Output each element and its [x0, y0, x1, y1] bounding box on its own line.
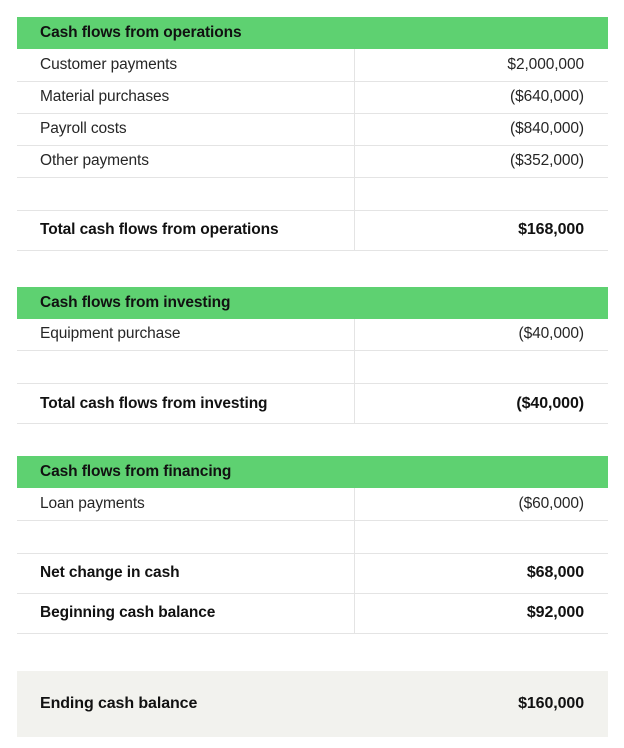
table-row	[17, 81, 608, 113]
total-label: Total cash flows from investing	[17, 384, 354, 424]
ending-balance-label: Ending cash balance	[40, 694, 198, 712]
section-header-financing	[17, 456, 608, 488]
total-row	[17, 210, 608, 250]
table-row	[17, 488, 608, 520]
section-title: Cash flows from operations	[40, 24, 242, 42]
row-value: ($840,000)	[354, 113, 608, 145]
total-label: Total cash flows from operations	[17, 210, 354, 250]
spacer-value	[354, 177, 608, 210]
total-row	[17, 593, 608, 633]
row-label: Customer payments	[17, 49, 354, 81]
table-row	[17, 319, 608, 351]
section-header-investing	[17, 287, 608, 319]
section-divider-spacer	[17, 424, 608, 456]
table-row	[17, 113, 608, 145]
ending-cash-balance-band	[17, 671, 608, 737]
table-row	[17, 49, 608, 81]
total-row	[17, 384, 608, 424]
row-value: ($60,000)	[354, 488, 608, 520]
section-operations	[17, 17, 608, 251]
section-title: Cash flows from investing	[40, 293, 231, 311]
spacer-label	[17, 177, 354, 210]
row-value: ($640,000)	[354, 81, 608, 113]
section-title: Cash flows from financing	[40, 463, 232, 481]
total-label: Net change in cash	[17, 553, 354, 593]
total-row	[17, 553, 608, 593]
spacer-label	[17, 520, 354, 553]
spacer-label	[17, 351, 354, 384]
spacer-row	[17, 177, 608, 210]
spacer-value	[354, 351, 608, 384]
section-header-operations	[17, 17, 608, 49]
total-value: ($40,000)	[354, 384, 608, 424]
table-row	[17, 145, 608, 177]
total-value: $168,000	[354, 210, 608, 250]
row-label: Material purchases	[17, 81, 354, 113]
section-investing	[17, 287, 608, 425]
total-value: $92,000	[354, 593, 608, 633]
section-divider-spacer	[17, 251, 608, 287]
row-label: Loan payments	[17, 488, 354, 520]
section-rows-operations	[17, 49, 608, 251]
row-value: ($352,000)	[354, 145, 608, 177]
total-label: Beginning cash balance	[17, 593, 354, 633]
section-rows-financing	[17, 488, 608, 634]
row-label: Equipment purchase	[17, 319, 354, 351]
section-rows-investing	[17, 319, 608, 425]
section-financing	[17, 456, 608, 634]
footer-spacer	[17, 634, 608, 671]
spacer-value	[354, 520, 608, 553]
total-value: $68,000	[354, 553, 608, 593]
row-label: Other payments	[17, 145, 354, 177]
ending-balance-value: $160,000	[518, 694, 584, 712]
row-label: Payroll costs	[17, 113, 354, 145]
spacer-row	[17, 520, 608, 553]
spacer-row	[17, 351, 608, 384]
row-value: ($40,000)	[354, 319, 608, 351]
row-value: $2,000,000	[354, 49, 608, 81]
